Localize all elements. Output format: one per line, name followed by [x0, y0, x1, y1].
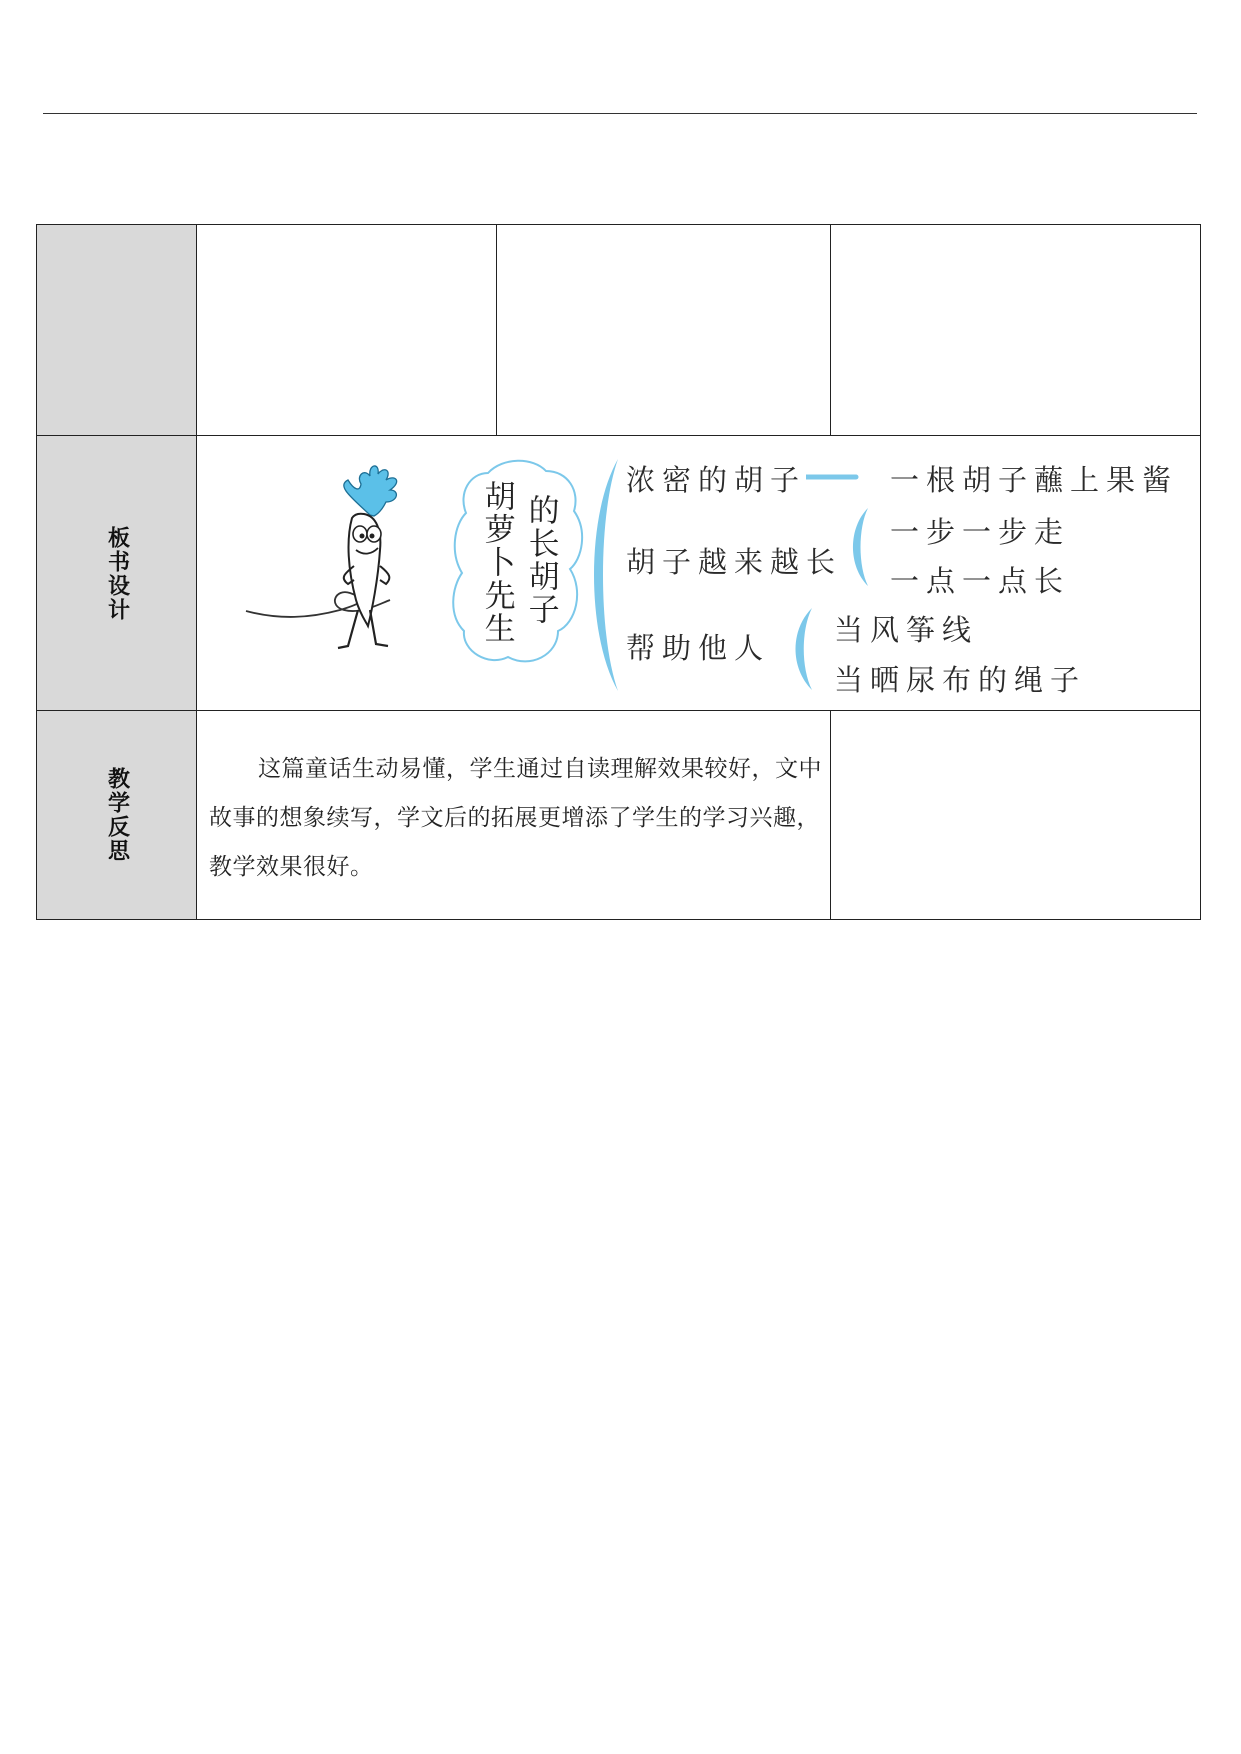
connector-dash-icon — [806, 472, 862, 482]
board-design-label: 板书设计 — [104, 525, 130, 622]
branch-growing-beard: 胡子越来越长 — [626, 545, 843, 579]
branch-step-by-step: 一步一步走 — [890, 515, 1071, 549]
table-divider — [830, 224, 831, 435]
cloud-title-line1: 胡萝卜先生 — [478, 480, 515, 645]
branch-bit-by-bit: 一点一点长 — [890, 564, 1071, 598]
sub-bracket-icon — [846, 506, 872, 588]
branch-jam-beard: 一根胡子蘸上果酱 — [890, 463, 1179, 497]
table-divider — [830, 710, 831, 920]
carrot-character-illustration — [240, 460, 440, 660]
branch-helping-others: 帮助他人 — [626, 631, 771, 665]
table-divider — [36, 435, 1201, 436]
reflection-label: 教学反思 — [104, 767, 130, 863]
title-cloud-shape — [448, 455, 588, 675]
table-divider — [36, 710, 1201, 711]
header-rule — [43, 113, 1197, 114]
table-divider — [196, 224, 197, 920]
branch-dense-beard: 浓密的胡子 — [626, 463, 807, 497]
table-divider — [496, 224, 497, 435]
sub-bracket-icon — [788, 606, 816, 692]
main-bracket-icon — [590, 455, 630, 695]
branch-kite-string: 当风筝线 — [834, 613, 979, 647]
cloud-title-line2: 的长胡子 — [522, 494, 559, 626]
reflection-paragraph: 这篇童话生动易懂，学生通过自读理解效果较好，文中故事的想象续写，学文后的拓展更增添了学生的学习兴趣，教学效果很好。 — [209, 756, 822, 880]
branch-diaper-rope: 当晒尿布的绳子 — [834, 663, 1087, 697]
